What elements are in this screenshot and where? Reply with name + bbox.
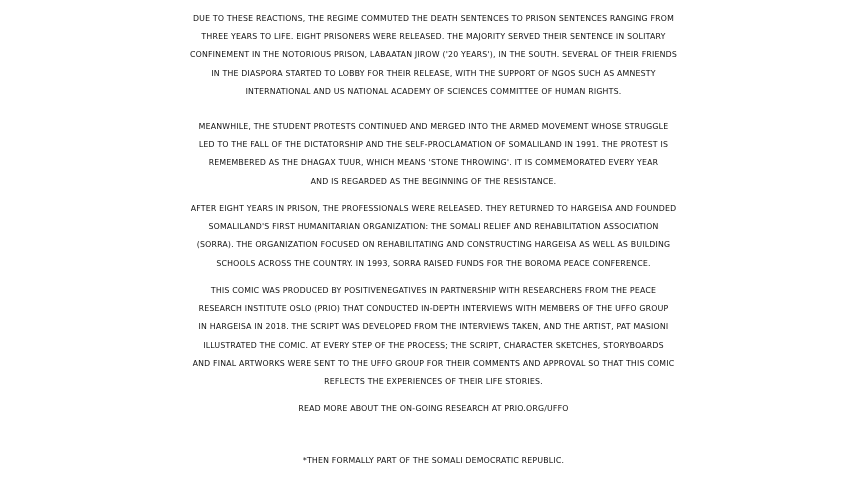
paragraph-student-protests (0, 118, 867, 191)
text-line: THREE YEARS TO LIFE. EIGHT PRISONERS WERE RELEASED. THE MAJORITY SERVED THEIR SENTENCE IN SOLITARY (201, 32, 666, 42)
text-line: REFLECTS THE EXPERIENCES OF THEIR LIFE STORIES. (324, 376, 543, 386)
text-line: (SORRA). THE ORGANIZATION FOCUSED ON REHABILITATING AND CONSTRUCTING HARGEISA AS WELL AS BUILDING (196, 240, 671, 250)
text-line: SCHOOLS ACROSS THE COUNTRY. IN 1993, SORRA RAISED FUNDS FOR THE BOROMA PEACE CONFERENCE. (216, 258, 651, 268)
paragraph-death-sentences-commuted (0, 10, 867, 101)
text-line: DUE TO THESE REACTIONS, THE REGIME COMMUTED THE DEATH SENTENCES TO PRISON SENTENCES RANGING FROM (192, 14, 675, 23)
read-more-text: READ MORE ABOUT THE ON-GOING RESEARCH AT PRIO.ORG/UFFO (298, 404, 569, 413)
footnote (0, 452, 867, 470)
footnote-text: *THEN FORMALLY PART OF THE SOMALI DEMOCRATIC REPUBLIC. (302, 456, 565, 465)
text-line: AND IS REGARDED AS THE BEGINNING OF THE RESISTANCE. (310, 176, 557, 186)
text-line: MEANWHILE, THE STUDENT PROTESTS CONTINUED AND MERGED INTO THE ARMED MOVEMENT WHOSE STRUGGLE (198, 122, 669, 131)
text-line: IN HARGEISA IN 2018. THE SCRIPT WAS DEVELOPED FROM THE INTERVIEWS TAKEN, AND THE ARTIST, PAT MASIONI (198, 322, 669, 332)
text-line: THIS COMIC WAS PRODUCED BY POSITIVENEGATIVES IN PARTNERSHIP WITH RESEARCHERS FROM THE PEACE (210, 286, 657, 295)
text-line: CONFINEMENT IN THE NOTORIOUS PRISON, LABAATAN JIROW ('20 YEARS'), IN THE SOUTH. SEVERAL OF THEIR FRIENDS (189, 50, 678, 60)
paragraph-sorra-founding (0, 200, 867, 273)
text-line: RESEARCH INSTITUTE OSLO (PRIO) THAT CONDUCTED IN-DEPTH INTERVIEWS WITH MEMBERS OF THE UFFO GROUP (198, 304, 669, 314)
text-line: SOMALILAND'S FIRST HUMANITARIAN ORGANIZATION: THE SOMALI RELIEF AND REHABILITATION ASSOCIATION (208, 222, 659, 232)
text-line: AND FINAL ARTWORKS WERE SENT TO THE UFFO GROUP FOR THEIR COMMENTS AND APPROVAL SO THAT THIS COMIC (192, 358, 675, 368)
paragraph-comic-credits (0, 282, 867, 391)
text-line: AFTER EIGHT YEARS IN PRISON, THE PROFESSIONALS WERE RELEASED. THEY RETURNED TO HARGEISA AND FOUNDED (190, 204, 677, 213)
text-line: IN THE DIASPORA STARTED TO LOBBY FOR THEIR RELEASE, WITH THE SUPPORT OF NGOS SUCH AS AMNESTY (211, 68, 656, 78)
text-line: REMEMBERED AS THE DHAGAX TUUR, WHICH MEANS 'STONE THROWING'. IT IS COMMEMORATED EVERY YEAR (208, 158, 659, 168)
text-line: ILLUSTRATED THE COMIC. AT EVERY STEP OF THE PROCESS; THE SCRIPT, CHARACTER SKETCHES, STORYBOARDS (203, 340, 664, 350)
paragraph-read-more (0, 400, 867, 418)
text-line: LED TO THE FALL OF THE DICTATORSHIP AND THE SELF-PROCLAMATION OF SOMALILAND IN 1991. THE PROTEST IS (198, 140, 669, 150)
text-line: INTERNATIONAL AND US NATIONAL ACADEMY OF SCIENCES COMMITTEE OF HUMAN RIGHTS. (245, 86, 622, 96)
